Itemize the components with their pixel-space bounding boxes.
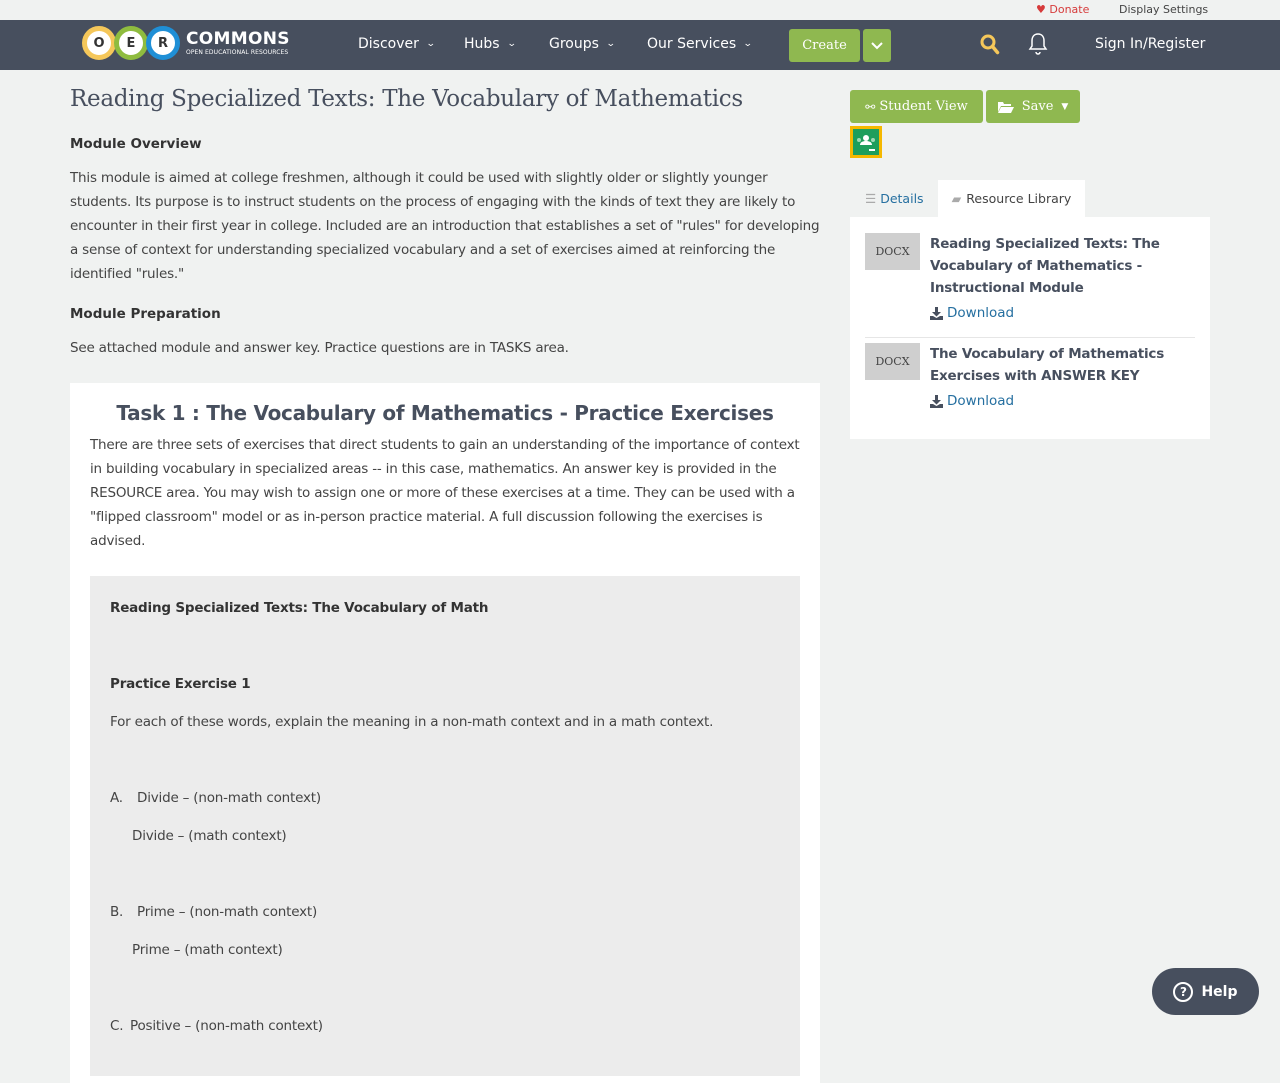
chevron-down-icon — [871, 42, 883, 50]
tab-resource-library[interactable]: ▰ Resource Library — [938, 180, 1085, 217]
donate-link[interactable]: ♥ Donate — [1036, 3, 1090, 16]
tab-details[interactable]: ☰ Details — [865, 191, 924, 206]
google-classroom-icon — [853, 129, 879, 155]
exercise-item-b-math: Prime – (math context) — [132, 942, 283, 958]
module-preparation-heading: Module Preparation — [70, 306, 221, 322]
save-button[interactable]: Save ▼ — [986, 90, 1080, 123]
list-icon: ☰ — [865, 191, 877, 206]
bell-icon[interactable] — [1028, 32, 1048, 56]
oer-commons-logo[interactable] — [82, 26, 290, 60]
sidebar-tabs — [850, 180, 1210, 217]
task-content-box — [90, 576, 800, 1076]
search-icon[interactable] — [980, 34, 1000, 56]
logo-ring-r: R — [146, 26, 180, 60]
caret-down-icon: ▼ — [1061, 101, 1069, 112]
resource-title[interactable]: Reading Specialized Texts: The Vocabulary of Mathematics - Instructional Module — [930, 236, 1160, 296]
page-title: Reading Specialized Texts: The Vocabulary of Mathematics — [70, 86, 743, 112]
logo-ring-e: E — [114, 26, 148, 60]
chevron-down-icon: ⌄ — [743, 39, 753, 49]
docx-file-thumbnail: DOCX — [865, 343, 920, 380]
download-link[interactable]: Download — [930, 393, 1195, 409]
exercise-doc-heading: Reading Specialized Texts: The Vocabulary of Math — [110, 600, 489, 616]
module-overview-heading: Module Overview — [70, 136, 202, 152]
resource-library-panel — [850, 217, 1210, 439]
help-button[interactable]: ? Help — [1152, 968, 1259, 1015]
create-dropdown-toggle[interactable] — [863, 29, 891, 62]
nav-hubs[interactable]: Hubs ⌄ — [464, 36, 517, 52]
create-button[interactable]: Create — [789, 29, 860, 62]
module-overview-text: This module is aimed at college freshmen, although it could be used with slightly older or slightly younger students. Its purpose is to instruct students on the process of engaging with the kinds of text they are likely to encounter in their first year in college. Included are an introduction that establishes a set of "rules" for developing a sense of context for understanding specialized vocabulary and a set of exercises aimed at reinforcing the identified "rules." — [70, 170, 820, 282]
sign-in-register-link[interactable]: Sign In/Register — [1095, 36, 1206, 52]
question-circle-icon: ? — [1173, 982, 1193, 1002]
task-title: Task 1 : The Vocabulary of Mathematics - Practice Exercises — [116, 401, 774, 425]
chevron-down-icon: ⌄ — [605, 39, 616, 49]
exercise-item-a-nonmath: A. Divide – (non-math context) — [110, 790, 321, 806]
task-description: There are three sets of exercises that direct students to gain an understanding of the importance of context in building vocabulary in specialized areas -- in this case, mathematics. An answer key is provided in the RESOURCE area. You may wish to assign one or more of these exercises at a time. They can be used with a "flipped classroom" model or as in-person practice material. A full discussion following the exercises is advised. — [90, 437, 800, 549]
display-settings-link[interactable]: Display Settings — [1119, 3, 1209, 16]
download-icon — [930, 395, 943, 408]
student-view-button[interactable]: ⚯ Student View — [850, 90, 983, 123]
logo-ring-o: O — [82, 26, 116, 60]
docx-file-thumbnail: DOCX — [865, 233, 920, 270]
google-classroom-share-button[interactable] — [850, 126, 882, 158]
nav-discover[interactable]: Discover ⌄ — [358, 36, 436, 52]
main-content — [70, 86, 820, 380]
resource-item — [865, 217, 1195, 321]
exercise-item-b-nonmath: B. Prime – (non-math context) — [110, 904, 318, 920]
download-link[interactable]: Download — [930, 305, 1195, 321]
link-icon: ⚯ — [865, 99, 876, 114]
main-navbar — [0, 20, 1280, 70]
download-icon — [930, 307, 943, 320]
nav-our-services[interactable]: Our Services ⌄ — [647, 36, 753, 52]
exercise-item-c-nonmath: C. Positive – (non-math context) — [110, 1018, 323, 1034]
practice-exercise-title: Practice Exercise 1 — [110, 676, 251, 692]
chevron-down-icon: ⌄ — [425, 39, 436, 49]
heart-icon: ♥ — [1036, 3, 1046, 16]
task-card — [70, 383, 820, 1083]
chevron-down-icon: ⌄ — [506, 39, 517, 49]
logo-name: COMMONS — [186, 28, 290, 49]
module-preparation-text: See attached module and answer key. Practice questions are in TASKS area. — [70, 340, 569, 356]
resource-item — [865, 338, 1195, 409]
utility-bar — [0, 0, 1280, 20]
logo-tagline: OPEN EDUCATIONAL RESOURCES — [186, 48, 289, 56]
exercise-item-a-math: Divide – (math context) — [132, 828, 287, 844]
book-icon: ▰ — [951, 191, 962, 206]
folder-open-icon — [998, 101, 1014, 113]
exercise-instruction: For each of these words, explain the meaning in a non-math context and in a math context. — [110, 714, 714, 730]
resource-title[interactable]: The Vocabulary of Mathematics Exercises with ANSWER KEY — [930, 346, 1165, 384]
nav-groups[interactable]: Groups ⌄ — [549, 36, 616, 52]
